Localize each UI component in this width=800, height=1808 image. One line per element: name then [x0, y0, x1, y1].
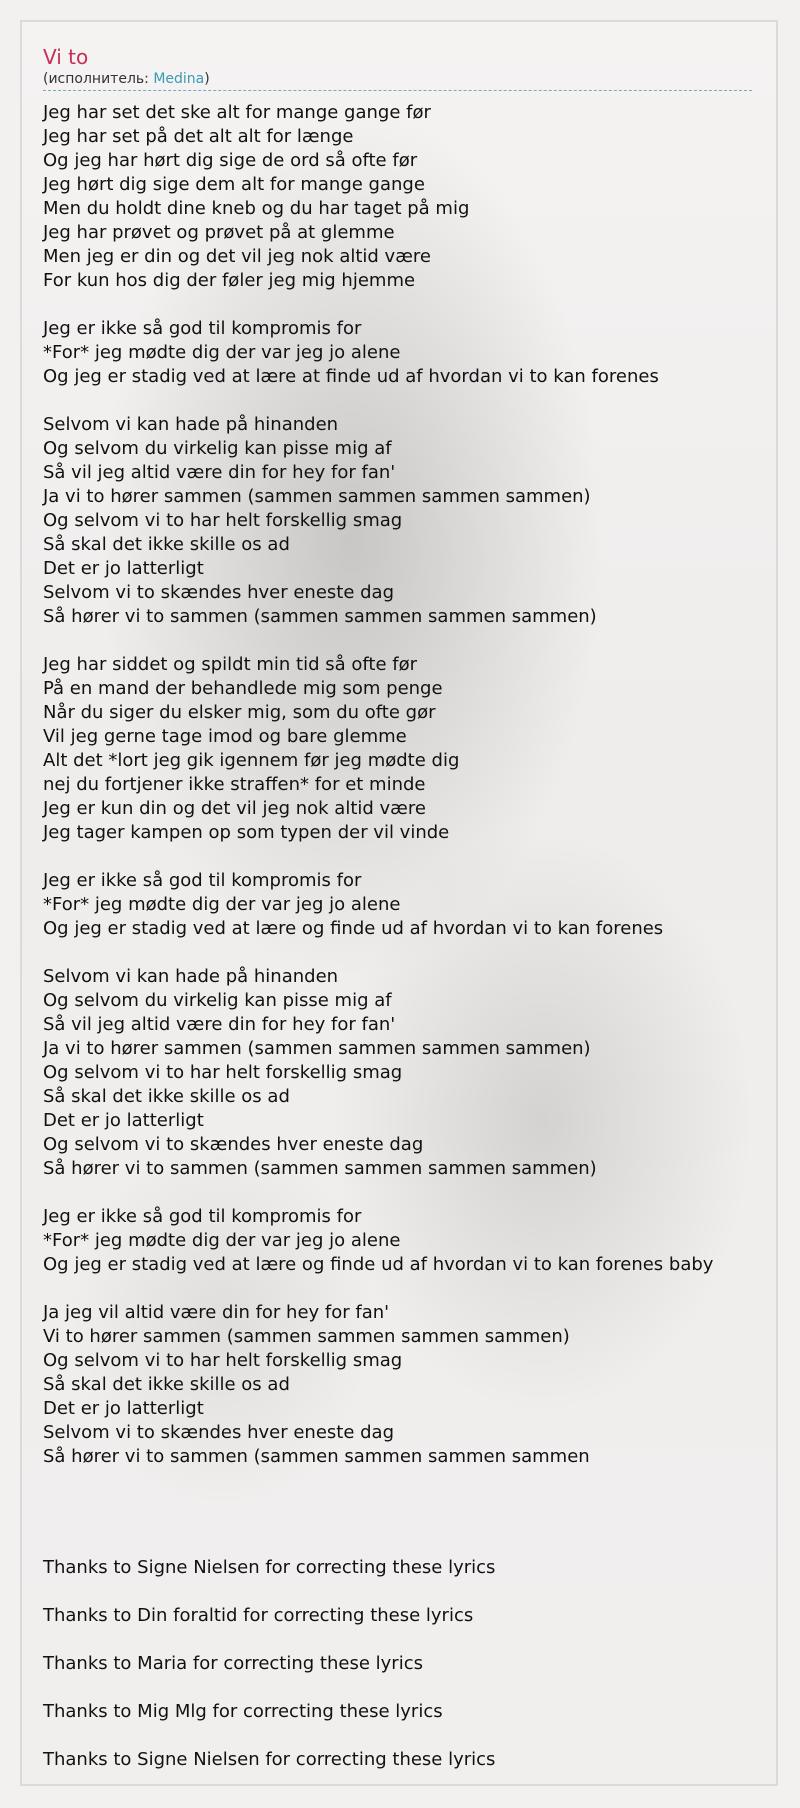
- lyrics-line: For kun hos dig der føler jeg mig hjemme: [43, 270, 416, 291]
- lyrics-line: Og selvom vi to har helt forskellig smag: [43, 1062, 403, 1083]
- artist-suffix: ): [204, 71, 210, 87]
- lyrics-line: Så skal det ikke skille os ad: [43, 1086, 290, 1107]
- lyrics-line: Og selvom vi to skændes hver eneste dag: [43, 1134, 424, 1155]
- artist-line: [43, 70, 752, 91]
- lyrics-line: Jeg har siddet og spildt min tid så ofte før: [43, 654, 417, 675]
- lyrics-line: Så skal det ikke skille os ad: [43, 1374, 290, 1395]
- lyrics-line: Jeg har set det ske alt for mange gange før: [43, 102, 431, 123]
- credits-list: [43, 1556, 495, 1786]
- lyrics-line: Så hører vi to sammen (sammen sammen sammen sammen): [43, 1158, 597, 1179]
- lyrics-stanza: [43, 869, 766, 941]
- lyrics-stanza: [43, 653, 766, 845]
- lyrics-line: Jeg er ikke så god til kompromis for: [43, 318, 362, 339]
- lyrics-line: Jeg er kun din og det vil jeg nok altid være: [43, 798, 426, 819]
- lyrics-line: Jeg har set på det alt alt for længe: [43, 126, 354, 147]
- lyrics-line: Vil jeg gerne tage imod og bare glemme: [43, 726, 407, 747]
- lyrics-stanza: [43, 1205, 766, 1277]
- lyrics-line: Jeg tager kampen op som typen der vil vinde: [43, 822, 450, 843]
- lyrics-line: Og jeg er stadig ved at lære og finde ud af hvordan vi to kan forenes baby: [43, 1254, 714, 1275]
- lyrics-line: Og selvom du virkelig kan pisse mig af: [43, 438, 392, 459]
- lyrics-line: Og selvom vi to har helt forskellig smag: [43, 1350, 403, 1371]
- lyrics-line: Ja jeg vil altid være din for hey for fan': [43, 1302, 390, 1323]
- lyrics-line: Så vil jeg altid være din for hey for fan': [43, 1014, 396, 1035]
- lyrics-line: Selvom vi kan hade på hinanden: [43, 966, 339, 987]
- lyrics-line: Så skal det ikke skille os ad: [43, 534, 290, 555]
- song-title: Vi to: [43, 45, 89, 69]
- credit-line: Thanks to Maria for correcting these lyrics: [43, 1653, 423, 1674]
- lyrics-line: Men jeg er din og det vil jeg nok altid være: [43, 246, 431, 267]
- credit-line: Thanks to Signe Nielsen for correcting these lyrics: [43, 1749, 496, 1770]
- lyrics-stanza: [43, 413, 766, 629]
- lyrics-stanza: [43, 965, 766, 1181]
- lyrics-line: *For* jeg mødte dig der var jeg jo alene: [43, 894, 401, 915]
- artist-link[interactable]: Medina: [153, 71, 205, 87]
- lyrics-line: Så vil jeg altid være din for hey for fan': [43, 462, 396, 483]
- lyrics-text: [43, 101, 766, 1469]
- lyrics-line: Alt det *lort jeg gik igennem før jeg mødte dig: [43, 750, 460, 771]
- lyrics-line: Det er jo latterligt: [43, 1398, 204, 1419]
- lyrics-content: [43, 44, 766, 1770]
- lyrics-line: Og jeg har hørt dig sige de ord så ofte før: [43, 150, 418, 171]
- lyrics-card: [20, 20, 778, 1786]
- lyrics-stanza: [43, 101, 766, 293]
- lyrics-line: Men du holdt dine kneb og du har taget på mig: [43, 198, 470, 219]
- lyrics-line: Jeg er ikke så god til kompromis for: [43, 870, 362, 891]
- lyrics-line: Ja vi to hører sammen (sammen sammen sammen sammen): [43, 1038, 591, 1059]
- lyrics-line: nej du fortjener ikke straffen* for et minde: [43, 774, 426, 795]
- lyrics-stanza: [43, 1301, 766, 1469]
- lyrics-line: Selvom vi to skændes hver eneste dag: [43, 582, 394, 603]
- lyrics-line: Det er jo latterligt: [43, 558, 204, 579]
- lyrics-line: Og selvom vi to har helt forskellig smag: [43, 510, 403, 531]
- lyrics-line: Ja vi to hører sammen (sammen sammen sammen sammen): [43, 486, 591, 507]
- lyrics-line: Og jeg er stadig ved at lære at finde ud af hvordan vi to kan forenes: [43, 366, 659, 387]
- lyrics-line: *For* jeg mødte dig der var jeg jo alene: [43, 1230, 401, 1251]
- lyrics-line: Det er jo latterligt: [43, 1110, 204, 1131]
- lyrics-line: *For* jeg mødte dig der var jeg jo alene: [43, 342, 401, 363]
- artist-prefix: (исполнитель:: [43, 71, 154, 87]
- lyrics-line: Når du siger du elsker mig, som du ofte gør: [43, 702, 436, 723]
- lyrics-line: Så hører vi to sammen (sammen sammen sammen sammen: [43, 1446, 590, 1467]
- credit-line: Thanks to Din foraltid for correcting these lyrics: [43, 1605, 474, 1626]
- lyrics-line: Vi to hører sammen (sammen sammen sammen sammen): [43, 1326, 570, 1347]
- lyrics-line: Så hører vi to sammen (sammen sammen sammen sammen): [43, 606, 597, 627]
- lyrics-line: Og jeg er stadig ved at lære og finde ud af hvordan vi to kan forenes: [43, 918, 664, 939]
- lyrics-line: Selvom vi kan hade på hinanden: [43, 414, 339, 435]
- lyrics-line: På en mand der behandlede mig som penge: [43, 678, 443, 699]
- lyrics-line: Jeg har prøvet og prøvet på at glemme: [43, 222, 395, 243]
- credit-line: Thanks to Signe Nielsen for correcting these lyrics: [43, 1557, 496, 1578]
- lyrics-line: Jeg er ikke så god til kompromis for: [43, 1206, 362, 1227]
- credit-line: Thanks to Mig Mlg for correcting these lyrics: [43, 1701, 443, 1722]
- lyrics-line: Og selvom du virkelig kan pisse mig af: [43, 990, 392, 1011]
- lyrics-stanza: [43, 317, 766, 389]
- lyrics-line: Jeg hørt dig sige dem alt for mange gange: [43, 174, 425, 195]
- lyrics-line: Selvom vi to skændes hver eneste dag: [43, 1422, 394, 1443]
